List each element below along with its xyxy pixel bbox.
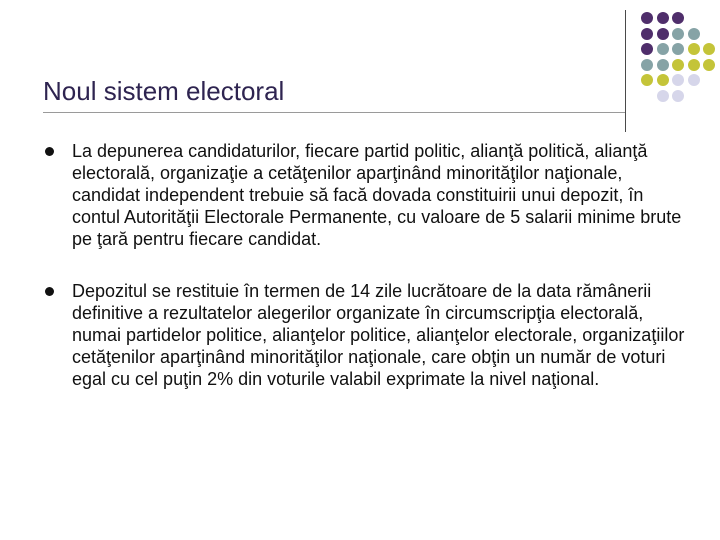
- bullet-text: Depozitul se restituie în termen de 14 zile lucrătoare de la data rămânerii definitive a rezultatelor alegerilor organizate în circumscripţia electorală, numai partidelor politice, alianţelor politice, alianţelor electorale, organizaţiilor cetăţenilor aparţinând minorităţilor naţionale, care obţin un număr de voturi egal cu cel puţin 2% din voturile valabil exprimate la nivel naţional.: [72, 281, 685, 389]
- decorative-dot: [688, 59, 700, 71]
- slide-title: Noul sistem electoral: [43, 76, 285, 106]
- decorative-dot: [672, 43, 684, 55]
- decorative-dot: [657, 74, 669, 86]
- decorative-dot: [672, 28, 684, 40]
- vertical-divider: [625, 10, 626, 132]
- decorative-dot: [641, 43, 653, 55]
- bullet-item: [45, 140, 685, 250]
- decorative-dot: [672, 90, 684, 102]
- decorative-dot: [672, 74, 684, 86]
- title-underline: [43, 112, 625, 113]
- decorative-dot: [641, 28, 653, 40]
- decorative-dot: [688, 28, 700, 40]
- decorative-dot-grid: [641, 12, 720, 132]
- decorative-dot: [672, 12, 684, 24]
- decorative-dot: [657, 43, 669, 55]
- decorative-dot: [657, 12, 669, 24]
- decorative-dot: [657, 59, 669, 71]
- bullet-list: [45, 140, 685, 390]
- bullet-text: La depunerea candidaturilor, fiecare partid politic, alianţă politică, alianţă electorală, organizaţie a cetăţenilor aparţinând minorităţilor naţionale, candidat independent trebuie să facă dovada constituirii unui depozit, în contul Autorităţii Electorale Permanente, cu valoare de 5 salarii minime brute pe ţară pentru fiecare candidat.: [72, 141, 682, 249]
- bullet-icon: [45, 287, 54, 296]
- decorative-dot: [672, 59, 684, 71]
- decorative-dot: [688, 74, 700, 86]
- decorative-dot: [657, 28, 669, 40]
- decorative-dot: [688, 43, 700, 55]
- decorative-dot: [641, 74, 653, 86]
- decorative-dot: [641, 12, 653, 24]
- decorative-dot: [703, 43, 715, 55]
- decorative-dot: [703, 59, 715, 71]
- decorative-dot: [641, 59, 653, 71]
- bullet-icon: [45, 147, 54, 156]
- decorative-dot: [657, 90, 669, 102]
- bullet-item: [45, 280, 685, 390]
